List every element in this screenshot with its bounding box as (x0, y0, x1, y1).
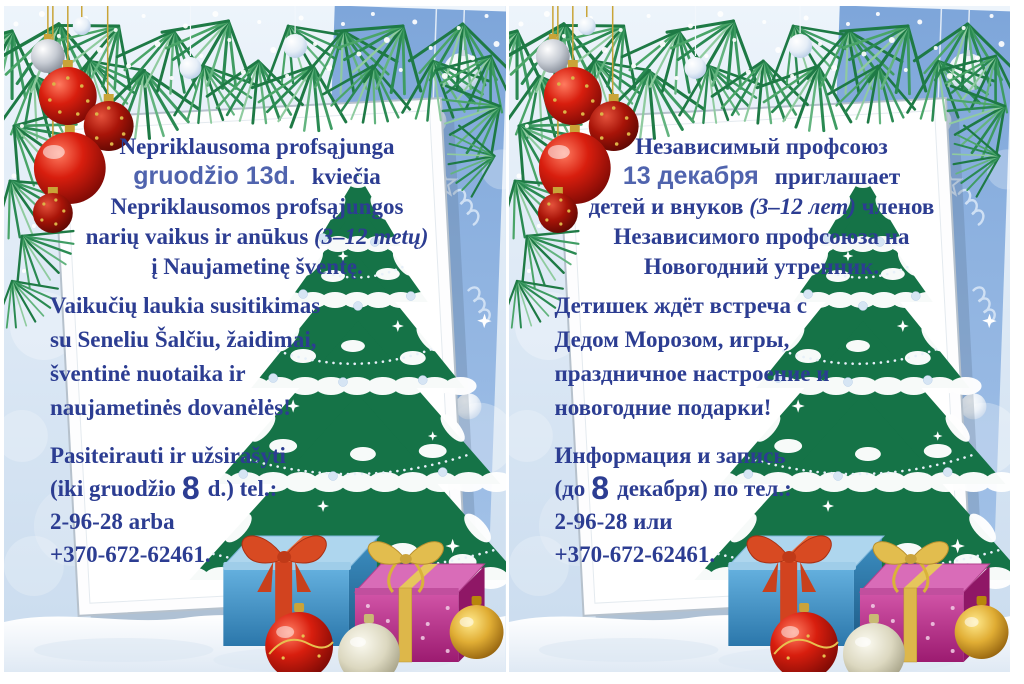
heading-line (32, 222, 482, 252)
body-line: naujametinės dovanėlės! (50, 395, 291, 420)
event-name: į Naujametinę šventę. (151, 254, 363, 279)
org-name-genitive: Nepriklausomos profsąjungos (110, 194, 404, 219)
org-name-genitive: Независимого профсоюза на (613, 224, 910, 249)
body-line: праздничное настроение и (554, 361, 830, 386)
org-name: Nepriklausoma profsąjunga (119, 134, 395, 159)
heading-line (32, 162, 482, 192)
heading-line (32, 132, 482, 162)
deadline-day: 8 (591, 470, 610, 506)
invitation-body-lt (50, 289, 320, 425)
body-line: Дедом Морозом, игры, (554, 327, 790, 352)
contact-info-lt (50, 439, 286, 571)
phone-number-short: 2-96-28 или (554, 509, 673, 534)
phone-number-short: 2-96-28 arba (50, 509, 175, 534)
age-range: (3–12 лет) (749, 194, 856, 219)
body-line: Детишек ждёт встреча с (554, 293, 807, 318)
contact-info-ru (555, 439, 792, 571)
heading-line (537, 162, 987, 192)
phone-number-full: +370-672-62461. (554, 542, 716, 567)
body-line: новогодние подарки! (554, 395, 772, 420)
heading-line (537, 132, 987, 162)
contact-line: Pasiteirauti ir užsirašyti (50, 443, 286, 468)
invitation-heading-ru (537, 132, 987, 282)
audience: детей и внуков (588, 194, 750, 219)
heading-line (32, 192, 482, 222)
invite-verb: приглашает (774, 164, 901, 189)
heading-line (537, 222, 987, 252)
event-date: 13 декабря (622, 162, 759, 190)
heading-line (537, 192, 987, 222)
event-date: gruodžio 13d. (133, 162, 296, 190)
invitation-body-ru (555, 289, 830, 425)
audience-suffix: членов (855, 194, 935, 219)
event-name: Новогодний утренник. (643, 254, 880, 279)
contact-line: Информация и запись (554, 443, 786, 468)
age-range: (3–12 metų) (314, 224, 429, 249)
invitation-heading-lt (32, 132, 482, 282)
heading-line (32, 252, 482, 282)
panel-lithuanian (4, 6, 506, 672)
invite-verb: kviečia (311, 164, 381, 189)
body-line: Vaikučių laukia susitikimas (50, 293, 321, 318)
audience: narių vaikus ir anūkus (85, 224, 315, 249)
deadline-day: 8 (181, 470, 200, 506)
panel-russian (509, 6, 1011, 672)
body-line: su Seneliu Šalčiu, žaidimai, (50, 327, 317, 352)
org-name: Независимый профсоюз (635, 134, 888, 159)
phone-number-full: +370-672-62461. (50, 542, 211, 567)
contact-line: (iki gruodžio 8 d.) tel.: (50, 470, 278, 506)
body-line: šventinė nuotaika ir (50, 361, 246, 386)
heading-line (537, 252, 987, 282)
contact-line: (до 8 декабря) по тел.: (554, 470, 792, 506)
